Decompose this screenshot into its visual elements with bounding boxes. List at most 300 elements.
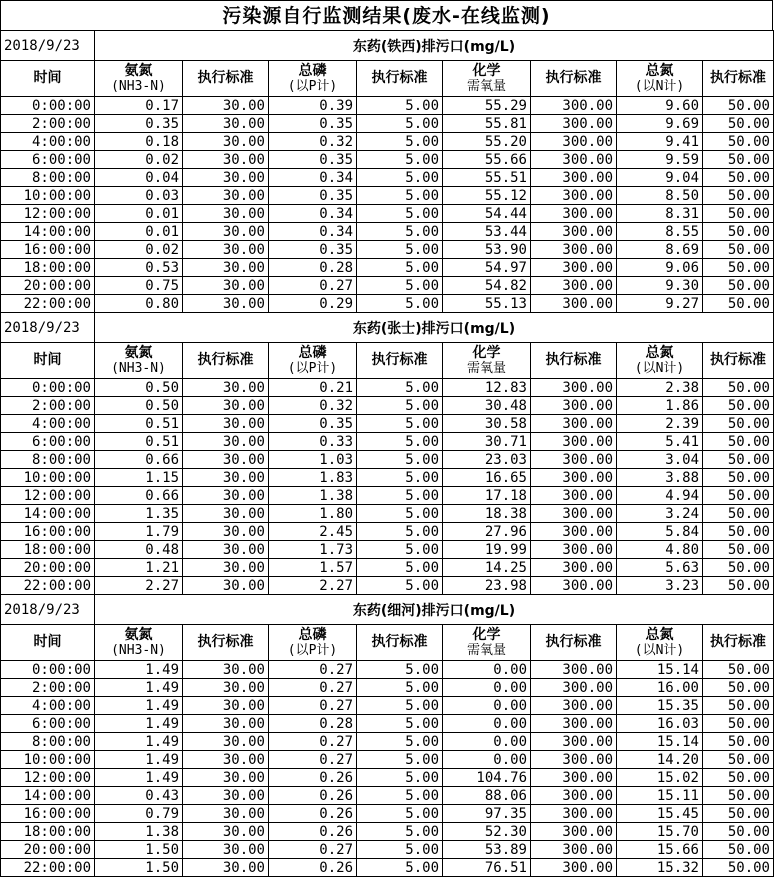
nh3-standard-cell: 30.00 — [183, 397, 269, 415]
header-nh3-line2: (NH3-N) — [111, 78, 166, 94]
nh3-standard-cell: 30.00 — [183, 451, 269, 469]
cod-cell: 97.35 — [443, 805, 531, 823]
header-cod-standard: 执行标准 — [531, 343, 617, 379]
tp-standard-cell: 5.00 — [357, 133, 443, 151]
nh3-cell: 0.17 — [95, 97, 183, 115]
nh3-standard-cell: 30.00 — [183, 823, 269, 841]
nh3-cell: 1.49 — [95, 769, 183, 787]
header-cod-line2: 需氧量 — [466, 360, 506, 376]
cod-standard-cell: 300.00 — [531, 259, 617, 277]
header-tp — [269, 61, 357, 97]
cod-standard-cell: 300.00 — [531, 187, 617, 205]
nh3-cell: 1.79 — [95, 523, 183, 541]
tp-cell: 0.35 — [269, 241, 357, 259]
header-nh3-standard: 执行标准 — [183, 343, 269, 379]
time-cell: 20:00:00 — [1, 277, 95, 295]
tp-cell: 2.45 — [269, 523, 357, 541]
header-tn — [617, 343, 703, 379]
column-header-row — [1, 61, 774, 97]
header-cod-line2: 需氧量 — [466, 642, 506, 658]
cod-standard-cell: 300.00 — [531, 823, 617, 841]
tp-cell: 2.27 — [269, 577, 357, 595]
tp-standard-cell: 5.00 — [357, 523, 443, 541]
table-row — [1, 679, 774, 697]
section-date: 2018/9/23 — [1, 595, 95, 625]
header-tn-standard: 执行标准 — [703, 343, 774, 379]
table-row — [1, 541, 774, 559]
header-nh3-standard: 执行标准 — [183, 625, 269, 661]
tn-standard-cell: 50.00 — [703, 859, 774, 877]
table-row — [1, 115, 774, 133]
tn-cell: 16.03 — [617, 715, 703, 733]
cod-standard-cell: 300.00 — [531, 433, 617, 451]
header-nh3 — [95, 61, 183, 97]
tp-cell: 1.83 — [269, 469, 357, 487]
cod-standard-cell: 300.00 — [531, 397, 617, 415]
cod-standard-cell: 300.00 — [531, 115, 617, 133]
time-cell: 10:00:00 — [1, 751, 95, 769]
time-cell: 14:00:00 — [1, 505, 95, 523]
header-tp — [269, 625, 357, 661]
cod-standard-cell: 300.00 — [531, 133, 617, 151]
tp-cell: 0.34 — [269, 169, 357, 187]
cod-standard-cell: 300.00 — [531, 151, 617, 169]
header-nh3-line1: 氨氮 — [124, 626, 153, 643]
tn-standard-cell: 50.00 — [703, 187, 774, 205]
time-cell: 12:00:00 — [1, 205, 95, 223]
tp-standard-cell: 5.00 — [357, 241, 443, 259]
tn-standard-cell: 50.00 — [703, 97, 774, 115]
tn-standard-cell: 50.00 — [703, 523, 774, 541]
table-row — [1, 559, 774, 577]
tp-cell: 0.35 — [269, 151, 357, 169]
table-row — [1, 715, 774, 733]
tp-standard-cell: 5.00 — [357, 859, 443, 877]
time-cell: 22:00:00 — [1, 295, 95, 313]
cod-cell: 0.00 — [443, 751, 531, 769]
tn-standard-cell: 50.00 — [703, 559, 774, 577]
table-row — [1, 151, 774, 169]
time-cell: 18:00:00 — [1, 259, 95, 277]
tn-standard-cell: 50.00 — [703, 379, 774, 397]
nh3-standard-cell: 30.00 — [183, 715, 269, 733]
tp-cell: 0.29 — [269, 295, 357, 313]
header-tn-line2: (以N计) — [634, 360, 685, 376]
tp-standard-cell: 5.00 — [357, 787, 443, 805]
tn-cell: 15.32 — [617, 859, 703, 877]
time-cell: 8:00:00 — [1, 733, 95, 751]
nh3-cell: 0.35 — [95, 115, 183, 133]
cod-cell: 0.00 — [443, 661, 531, 679]
cod-cell: 30.48 — [443, 397, 531, 415]
cod-standard-cell: 300.00 — [531, 205, 617, 223]
tp-standard-cell: 5.00 — [357, 715, 443, 733]
table-row — [1, 259, 774, 277]
nh3-standard-cell: 30.00 — [183, 487, 269, 505]
tp-standard-cell: 5.00 — [357, 661, 443, 679]
nh3-standard-cell: 30.00 — [183, 259, 269, 277]
time-cell: 2:00:00 — [1, 115, 95, 133]
tp-standard-cell: 5.00 — [357, 187, 443, 205]
tn-cell: 8.69 — [617, 241, 703, 259]
tn-cell: 15.35 — [617, 697, 703, 715]
header-time: 时间 — [1, 343, 95, 379]
tn-cell: 2.39 — [617, 415, 703, 433]
header-tp-standard: 执行标准 — [357, 61, 443, 97]
time-cell: 16:00:00 — [1, 241, 95, 259]
header-cod — [443, 343, 531, 379]
nh3-cell: 0.02 — [95, 241, 183, 259]
header-tn-standard: 执行标准 — [703, 61, 774, 97]
cod-cell: 54.97 — [443, 259, 531, 277]
cod-cell: 23.03 — [443, 451, 531, 469]
tn-cell: 4.94 — [617, 487, 703, 505]
cod-cell: 18.38 — [443, 505, 531, 523]
tn-cell: 2.38 — [617, 379, 703, 397]
tn-standard-cell: 50.00 — [703, 823, 774, 841]
header-nh3-line2: (NH3-N) — [111, 642, 166, 658]
nh3-standard-cell: 30.00 — [183, 661, 269, 679]
tn-cell: 15.02 — [617, 769, 703, 787]
nh3-standard-cell: 30.00 — [183, 415, 269, 433]
section-header-row — [1, 313, 774, 343]
time-cell: 18:00:00 — [1, 541, 95, 559]
tp-standard-cell: 5.00 — [357, 805, 443, 823]
nh3-cell: 0.51 — [95, 415, 183, 433]
tp-standard-cell: 5.00 — [357, 205, 443, 223]
header-cod-standard: 执行标准 — [531, 625, 617, 661]
tn-cell: 9.30 — [617, 277, 703, 295]
tn-standard-cell: 50.00 — [703, 223, 774, 241]
cod-standard-cell: 300.00 — [531, 577, 617, 595]
column-header-row — [1, 343, 774, 379]
tp-cell: 0.27 — [269, 733, 357, 751]
cod-standard-cell: 300.00 — [531, 733, 617, 751]
tn-standard-cell: 50.00 — [703, 751, 774, 769]
tn-cell: 8.55 — [617, 223, 703, 241]
tn-cell: 15.66 — [617, 841, 703, 859]
table-row — [1, 661, 774, 679]
header-tp-line1: 总磷 — [298, 344, 327, 361]
time-cell: 0:00:00 — [1, 379, 95, 397]
cod-cell: 0.00 — [443, 715, 531, 733]
tn-standard-cell: 50.00 — [703, 661, 774, 679]
cod-cell: 19.99 — [443, 541, 531, 559]
cod-cell: 53.89 — [443, 841, 531, 859]
nh3-standard-cell: 30.00 — [183, 733, 269, 751]
nh3-standard-cell: 30.00 — [183, 805, 269, 823]
cod-cell: 55.29 — [443, 97, 531, 115]
header-tp-line1: 总磷 — [298, 626, 327, 643]
cod-cell: 55.81 — [443, 115, 531, 133]
tn-cell: 3.88 — [617, 469, 703, 487]
tn-standard-cell: 50.00 — [703, 433, 774, 451]
tp-cell: 0.27 — [269, 661, 357, 679]
nh3-cell: 1.50 — [95, 859, 183, 877]
header-cod — [443, 625, 531, 661]
header-time: 时间 — [1, 61, 95, 97]
tp-cell: 0.21 — [269, 379, 357, 397]
nh3-cell: 1.35 — [95, 505, 183, 523]
table-row — [1, 487, 774, 505]
tp-cell: 0.39 — [269, 97, 357, 115]
tp-cell: 0.27 — [269, 679, 357, 697]
time-cell: 4:00:00 — [1, 133, 95, 151]
header-tp-line1: 总磷 — [298, 62, 327, 79]
nh3-standard-cell: 30.00 — [183, 115, 269, 133]
tp-cell: 0.32 — [269, 133, 357, 151]
tn-standard-cell: 50.00 — [703, 451, 774, 469]
tn-cell: 8.50 — [617, 187, 703, 205]
time-cell: 8:00:00 — [1, 169, 95, 187]
nh3-cell: 1.15 — [95, 469, 183, 487]
section-location: 东药(细河)排污口(mg/L) — [95, 595, 774, 625]
table-row — [1, 469, 774, 487]
tn-standard-cell: 50.00 — [703, 715, 774, 733]
tp-standard-cell: 5.00 — [357, 487, 443, 505]
tn-standard-cell: 50.00 — [703, 733, 774, 751]
table-row — [1, 769, 774, 787]
table-row — [1, 379, 774, 397]
tp-cell: 0.26 — [269, 769, 357, 787]
monitoring-table — [0, 30, 774, 877]
time-cell: 0:00:00 — [1, 97, 95, 115]
tn-standard-cell: 50.00 — [703, 295, 774, 313]
nh3-standard-cell: 30.00 — [183, 295, 269, 313]
cod-cell: 76.51 — [443, 859, 531, 877]
nh3-standard-cell: 30.00 — [183, 859, 269, 877]
tp-standard-cell: 5.00 — [357, 577, 443, 595]
time-cell: 6:00:00 — [1, 433, 95, 451]
cod-cell: 55.13 — [443, 295, 531, 313]
table-row — [1, 433, 774, 451]
tn-standard-cell: 50.00 — [703, 805, 774, 823]
header-nh3-standard: 执行标准 — [183, 61, 269, 97]
tp-standard-cell: 5.00 — [357, 97, 443, 115]
nh3-standard-cell: 30.00 — [183, 133, 269, 151]
header-cod — [443, 61, 531, 97]
tn-standard-cell: 50.00 — [703, 697, 774, 715]
tn-standard-cell: 50.00 — [703, 397, 774, 415]
section-header-row — [1, 595, 774, 625]
tn-cell: 5.41 — [617, 433, 703, 451]
nh3-cell: 0.02 — [95, 151, 183, 169]
section-location: 东药(铁西)排污口(mg/L) — [95, 31, 774, 61]
nh3-cell: 0.66 — [95, 451, 183, 469]
tp-cell: 0.34 — [269, 223, 357, 241]
cod-cell: 30.58 — [443, 415, 531, 433]
cod-standard-cell: 300.00 — [531, 859, 617, 877]
tn-standard-cell: 50.00 — [703, 115, 774, 133]
table-row — [1, 505, 774, 523]
time-cell: 16:00:00 — [1, 523, 95, 541]
tp-standard-cell: 5.00 — [357, 451, 443, 469]
header-tp-standard: 执行标准 — [357, 625, 443, 661]
cod-standard-cell: 300.00 — [531, 415, 617, 433]
nh3-cell: 0.53 — [95, 259, 183, 277]
cod-standard-cell: 300.00 — [531, 97, 617, 115]
table-row — [1, 223, 774, 241]
cod-cell: 0.00 — [443, 679, 531, 697]
cod-cell: 12.83 — [443, 379, 531, 397]
tn-standard-cell: 50.00 — [703, 169, 774, 187]
table-row — [1, 733, 774, 751]
header-tn-line1: 总氮 — [645, 626, 674, 643]
nh3-cell: 0.04 — [95, 169, 183, 187]
nh3-standard-cell: 30.00 — [183, 679, 269, 697]
nh3-cell: 0.80 — [95, 295, 183, 313]
time-cell: 12:00:00 — [1, 769, 95, 787]
tp-standard-cell: 5.00 — [357, 823, 443, 841]
cod-standard-cell: 300.00 — [531, 679, 617, 697]
tn-cell: 3.23 — [617, 577, 703, 595]
cod-cell: 27.96 — [443, 523, 531, 541]
tp-standard-cell: 5.00 — [357, 559, 443, 577]
tn-cell: 1.86 — [617, 397, 703, 415]
time-cell: 4:00:00 — [1, 697, 95, 715]
cod-cell: 55.12 — [443, 187, 531, 205]
nh3-cell: 1.50 — [95, 841, 183, 859]
table-row — [1, 841, 774, 859]
tn-cell: 16.00 — [617, 679, 703, 697]
tn-cell: 15.70 — [617, 823, 703, 841]
tp-cell: 0.34 — [269, 205, 357, 223]
cod-cell: 55.20 — [443, 133, 531, 151]
cod-standard-cell: 300.00 — [531, 469, 617, 487]
nh3-standard-cell: 30.00 — [183, 787, 269, 805]
nh3-cell: 0.75 — [95, 277, 183, 295]
tn-standard-cell: 50.00 — [703, 259, 774, 277]
time-cell: 2:00:00 — [1, 397, 95, 415]
cod-cell: 55.66 — [443, 151, 531, 169]
time-cell: 18:00:00 — [1, 823, 95, 841]
header-tn-line2: (以N计) — [634, 78, 685, 94]
tp-standard-cell: 5.00 — [357, 223, 443, 241]
tn-cell: 8.31 — [617, 205, 703, 223]
tp-standard-cell: 5.00 — [357, 379, 443, 397]
tp-standard-cell: 5.00 — [357, 115, 443, 133]
tn-cell: 9.41 — [617, 133, 703, 151]
tp-cell: 1.73 — [269, 541, 357, 559]
tp-cell: 0.28 — [269, 259, 357, 277]
time-cell: 14:00:00 — [1, 223, 95, 241]
tn-cell: 9.27 — [617, 295, 703, 313]
tp-cell: 1.03 — [269, 451, 357, 469]
header-tn-line2: (以N计) — [634, 642, 685, 658]
tp-cell: 0.33 — [269, 433, 357, 451]
table-row — [1, 823, 774, 841]
header-tn-line1: 总氮 — [645, 344, 674, 361]
tp-cell: 0.27 — [269, 751, 357, 769]
section-date: 2018/9/23 — [1, 313, 95, 343]
tn-cell: 14.20 — [617, 751, 703, 769]
tn-standard-cell: 50.00 — [703, 277, 774, 295]
cod-cell: 23.98 — [443, 577, 531, 595]
tp-standard-cell: 5.00 — [357, 433, 443, 451]
sheet-title: 污染源自行监测结果(废水-在线监测) — [0, 0, 773, 30]
time-cell: 14:00:00 — [1, 787, 95, 805]
nh3-standard-cell: 30.00 — [183, 97, 269, 115]
nh3-cell: 1.21 — [95, 559, 183, 577]
cod-standard-cell: 300.00 — [531, 241, 617, 259]
cod-cell: 53.44 — [443, 223, 531, 241]
cod-standard-cell: 300.00 — [531, 787, 617, 805]
tn-standard-cell: 50.00 — [703, 577, 774, 595]
nh3-standard-cell: 30.00 — [183, 169, 269, 187]
time-cell: 6:00:00 — [1, 151, 95, 169]
nh3-standard-cell: 30.00 — [183, 469, 269, 487]
tn-cell: 15.14 — [617, 733, 703, 751]
tp-cell: 0.32 — [269, 397, 357, 415]
time-cell: 0:00:00 — [1, 661, 95, 679]
cod-cell: 17.18 — [443, 487, 531, 505]
tp-cell: 0.35 — [269, 187, 357, 205]
tn-cell: 9.69 — [617, 115, 703, 133]
tn-cell: 9.59 — [617, 151, 703, 169]
table-row — [1, 415, 774, 433]
header-tp-line2: (以P计) — [287, 78, 338, 94]
header-cod-line1: 化学 — [472, 626, 501, 643]
tp-cell: 0.35 — [269, 415, 357, 433]
nh3-standard-cell: 30.00 — [183, 223, 269, 241]
cod-standard-cell: 300.00 — [531, 169, 617, 187]
header-cod-standard: 执行标准 — [531, 61, 617, 97]
cod-standard-cell: 300.00 — [531, 841, 617, 859]
tn-cell: 3.24 — [617, 505, 703, 523]
header-tp-line2: (以P计) — [287, 360, 338, 376]
header-tn-standard: 执行标准 — [703, 625, 774, 661]
tp-standard-cell: 5.00 — [357, 505, 443, 523]
table-row — [1, 187, 774, 205]
table-row — [1, 397, 774, 415]
tp-standard-cell: 5.00 — [357, 769, 443, 787]
nh3-standard-cell: 30.00 — [183, 379, 269, 397]
tn-cell: 5.63 — [617, 559, 703, 577]
table-row — [1, 859, 774, 877]
header-nh3-line1: 氨氮 — [124, 62, 153, 79]
nh3-standard-cell: 30.00 — [183, 277, 269, 295]
tp-cell: 0.28 — [269, 715, 357, 733]
cod-standard-cell: 300.00 — [531, 559, 617, 577]
nh3-standard-cell: 30.00 — [183, 841, 269, 859]
tp-standard-cell: 5.00 — [357, 277, 443, 295]
header-tn-line1: 总氮 — [645, 62, 674, 79]
tn-standard-cell: 50.00 — [703, 487, 774, 505]
table-row — [1, 805, 774, 823]
cod-standard-cell: 300.00 — [531, 541, 617, 559]
time-cell: 22:00:00 — [1, 859, 95, 877]
header-time: 时间 — [1, 625, 95, 661]
header-nh3-line1: 氨氮 — [124, 344, 153, 361]
header-tn — [617, 61, 703, 97]
nh3-cell: 1.49 — [95, 715, 183, 733]
cod-cell: 0.00 — [443, 697, 531, 715]
tp-cell: 0.27 — [269, 697, 357, 715]
tn-standard-cell: 50.00 — [703, 841, 774, 859]
tn-standard-cell: 50.00 — [703, 541, 774, 559]
tn-standard-cell: 50.00 — [703, 241, 774, 259]
table-row — [1, 205, 774, 223]
nh3-cell: 1.49 — [95, 751, 183, 769]
nh3-cell: 1.49 — [95, 679, 183, 697]
table-row — [1, 97, 774, 115]
tp-standard-cell: 5.00 — [357, 295, 443, 313]
tn-cell: 9.60 — [617, 97, 703, 115]
time-cell: 22:00:00 — [1, 577, 95, 595]
cod-cell: 16.65 — [443, 469, 531, 487]
tp-cell: 1.80 — [269, 505, 357, 523]
nh3-cell: 1.49 — [95, 733, 183, 751]
